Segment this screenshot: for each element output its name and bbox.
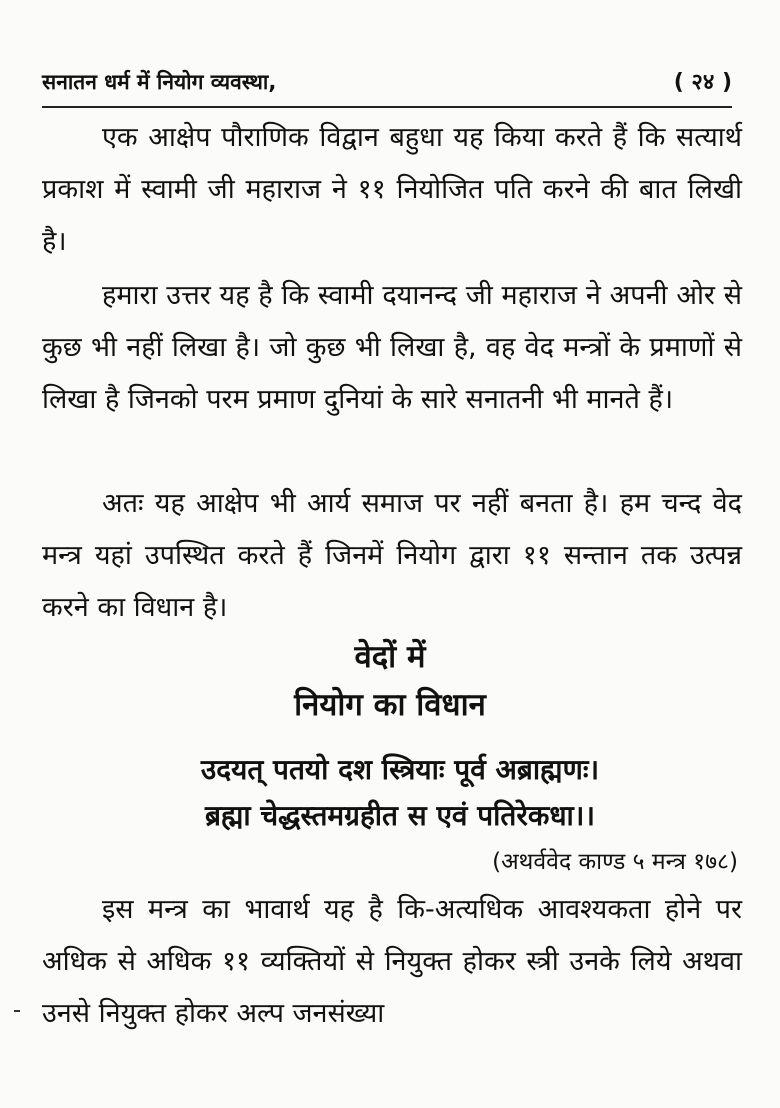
paragraph-answer: हमारा उत्तर यह है कि स्वामी दयानन्द जी महाराज ने अपनी ओर से कुछ भी नहीं लिखा है। जो कुछ भी लिखा है, वह वेद मन्त्रों के प्रमाणों से लिखा है जिनको परम प्रमाण दुनियां के सारे सनातनी भी मानते हैं। — [42, 280, 742, 415]
page-number: ( २४ ) — [673, 70, 732, 95]
running-header — [42, 62, 732, 108]
running-header-title: सनातन धर्म में नियोग व्यवस्था, — [42, 70, 277, 94]
section-heading-line-1: वेदों में — [354, 639, 426, 675]
paragraph-objection: एक आक्षेप पौराणिक विद्वान बहुधा यह किया करते हैं कि सत्यार्थ प्रकाश में स्वामी जी महाराज ने ११ नियोजित पति करने की बात लिखी है। — [42, 122, 742, 257]
paragraph-conclusion: अतः यह आक्षेप भी आर्य समाज पर नहीं बनता है। हम चन्द वेद मन्त्र यहां उपस्थित करते हैं जिनमें नियोग द्वारा ११ सन्तान तक उत्पन्न करने का विधान है। — [42, 488, 742, 623]
paragraph-meaning: इस मन्त्र का भावार्थ यह है कि-अत्यधिक आवश्यकता होने पर अधिक से अधिक ११ व्यक्तियों से नियुक्त होकर स्त्री उनके लिये अथवा उनसे नियुक्त होकर अल्प जनसंख्या — [42, 894, 742, 1029]
verse-line-2: ब्रह्मा चेद्धस्तमग्रहीत स एवं पतिरेकधा।। — [204, 799, 596, 832]
margin-mark — [14, 1010, 20, 1012]
verse-line-1: उदयत् पतयो दश स्त्रियाः पूर्व अब्राह्मणः। — [200, 753, 600, 786]
verse-citation: (अथर्ववेद काण्ड ५ मन्त्र १७८) — [492, 849, 738, 875]
section-heading-line-2: नियोग का विधान — [294, 687, 486, 723]
